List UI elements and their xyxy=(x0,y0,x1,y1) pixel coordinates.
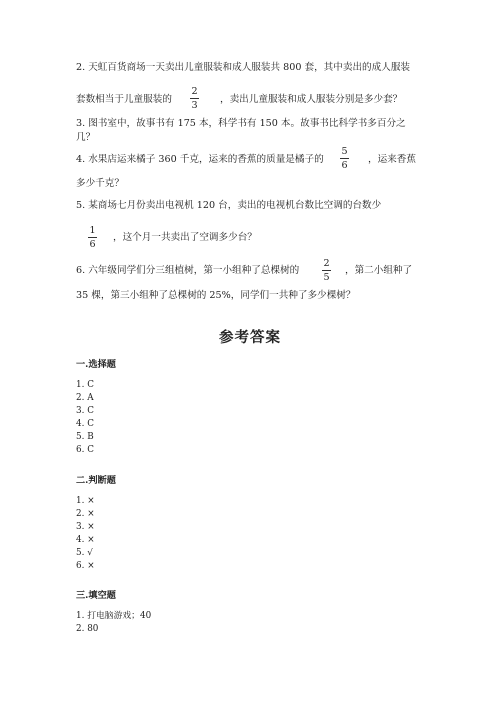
fraction-denominator: 3 xyxy=(191,100,198,111)
question-6-line-2: 35 棵，第三小组种了总棵树的 25%，同学们一共种了多少棵树？ xyxy=(76,290,356,301)
question-6-line-1b: ，第二小组种了 xyxy=(345,265,413,276)
list-item: 1. × xyxy=(76,496,95,506)
list-item: 3. C xyxy=(76,405,94,416)
list-item: 2. A xyxy=(76,392,94,403)
fraction-numerator: 2 xyxy=(323,258,330,269)
list-item: 5. B xyxy=(76,431,94,442)
list-item: 2. × xyxy=(76,508,95,519)
question-4-line-1b: ，运来香蕉 xyxy=(368,154,416,165)
section-heading-judge: 二.判断题 xyxy=(76,475,116,486)
list-item: 6. × xyxy=(76,560,95,571)
fraction-two-thirds xyxy=(190,86,199,111)
answer-list-judge xyxy=(76,495,95,572)
fraction-five-sixths xyxy=(340,146,349,171)
question-3-line-2: 几？ xyxy=(76,132,96,143)
question-4-line-2: 多少千克？ xyxy=(76,178,124,189)
question-6-line-1a: 6. 六年级同学们分三组植树，第一小组种了总棵树的 xyxy=(76,265,300,276)
question-2-line-2b: ，卖出儿童服装和成人服装分别是多少套？ xyxy=(220,94,403,105)
fraction-bar xyxy=(88,237,97,238)
fraction-bar xyxy=(340,158,349,159)
fraction-denominator: 5 xyxy=(323,272,330,283)
answers-title: 参考答案 xyxy=(219,329,281,346)
question-5-line-1: 5. 某商场七月份卖出电视机 120 台，卖出的电视机台数比空调的台数少 xyxy=(76,200,382,211)
question-2-line-1: 2. 天虹百货商场一天卖出儿童服装和成人服装共 800 套，其中卖出的成人服装 xyxy=(76,62,411,73)
fraction-numerator: 2 xyxy=(191,86,198,97)
fraction-numerator: 5 xyxy=(341,146,348,157)
list-item: 3. × xyxy=(76,521,95,532)
fraction-one-sixth xyxy=(88,225,97,250)
fraction-bar xyxy=(322,270,331,271)
answer-list-choice xyxy=(76,379,94,456)
fraction-denominator: 6 xyxy=(89,239,96,250)
question-5-line-2: ，这个月一共卖出了空调多少台？ xyxy=(113,232,257,243)
question-3-line-1: 3. 图书室中，故事书有 175 本，科学书有 150 本。故事书比科学书多百分之 xyxy=(76,118,406,129)
list-item: 4. × xyxy=(76,534,95,545)
answer-list-fill xyxy=(76,610,151,636)
section-heading-fill: 三.填空题 xyxy=(76,590,116,601)
section-heading-choice: 一.选择题 xyxy=(76,359,116,370)
list-item: 4. C xyxy=(76,418,94,429)
fraction-two-fifths xyxy=(322,258,331,283)
fraction-numerator: 1 xyxy=(89,225,96,236)
list-item: 1. C xyxy=(76,380,94,390)
list-item: 1. 打电脑游戏；40 xyxy=(76,611,152,621)
list-item: 5. √ xyxy=(76,547,93,558)
question-4-line-1a: 4. 水果店运来橘子 360 千克，运来的香蕉的质量是橘子的 xyxy=(76,154,324,165)
list-item: 6. C xyxy=(76,444,94,455)
list-item: 2. 80 xyxy=(76,623,99,634)
question-2-line-2a: 套数相当于儿童服装的 xyxy=(76,94,172,105)
fraction-denominator: 6 xyxy=(341,160,348,171)
fraction-bar xyxy=(190,98,199,99)
